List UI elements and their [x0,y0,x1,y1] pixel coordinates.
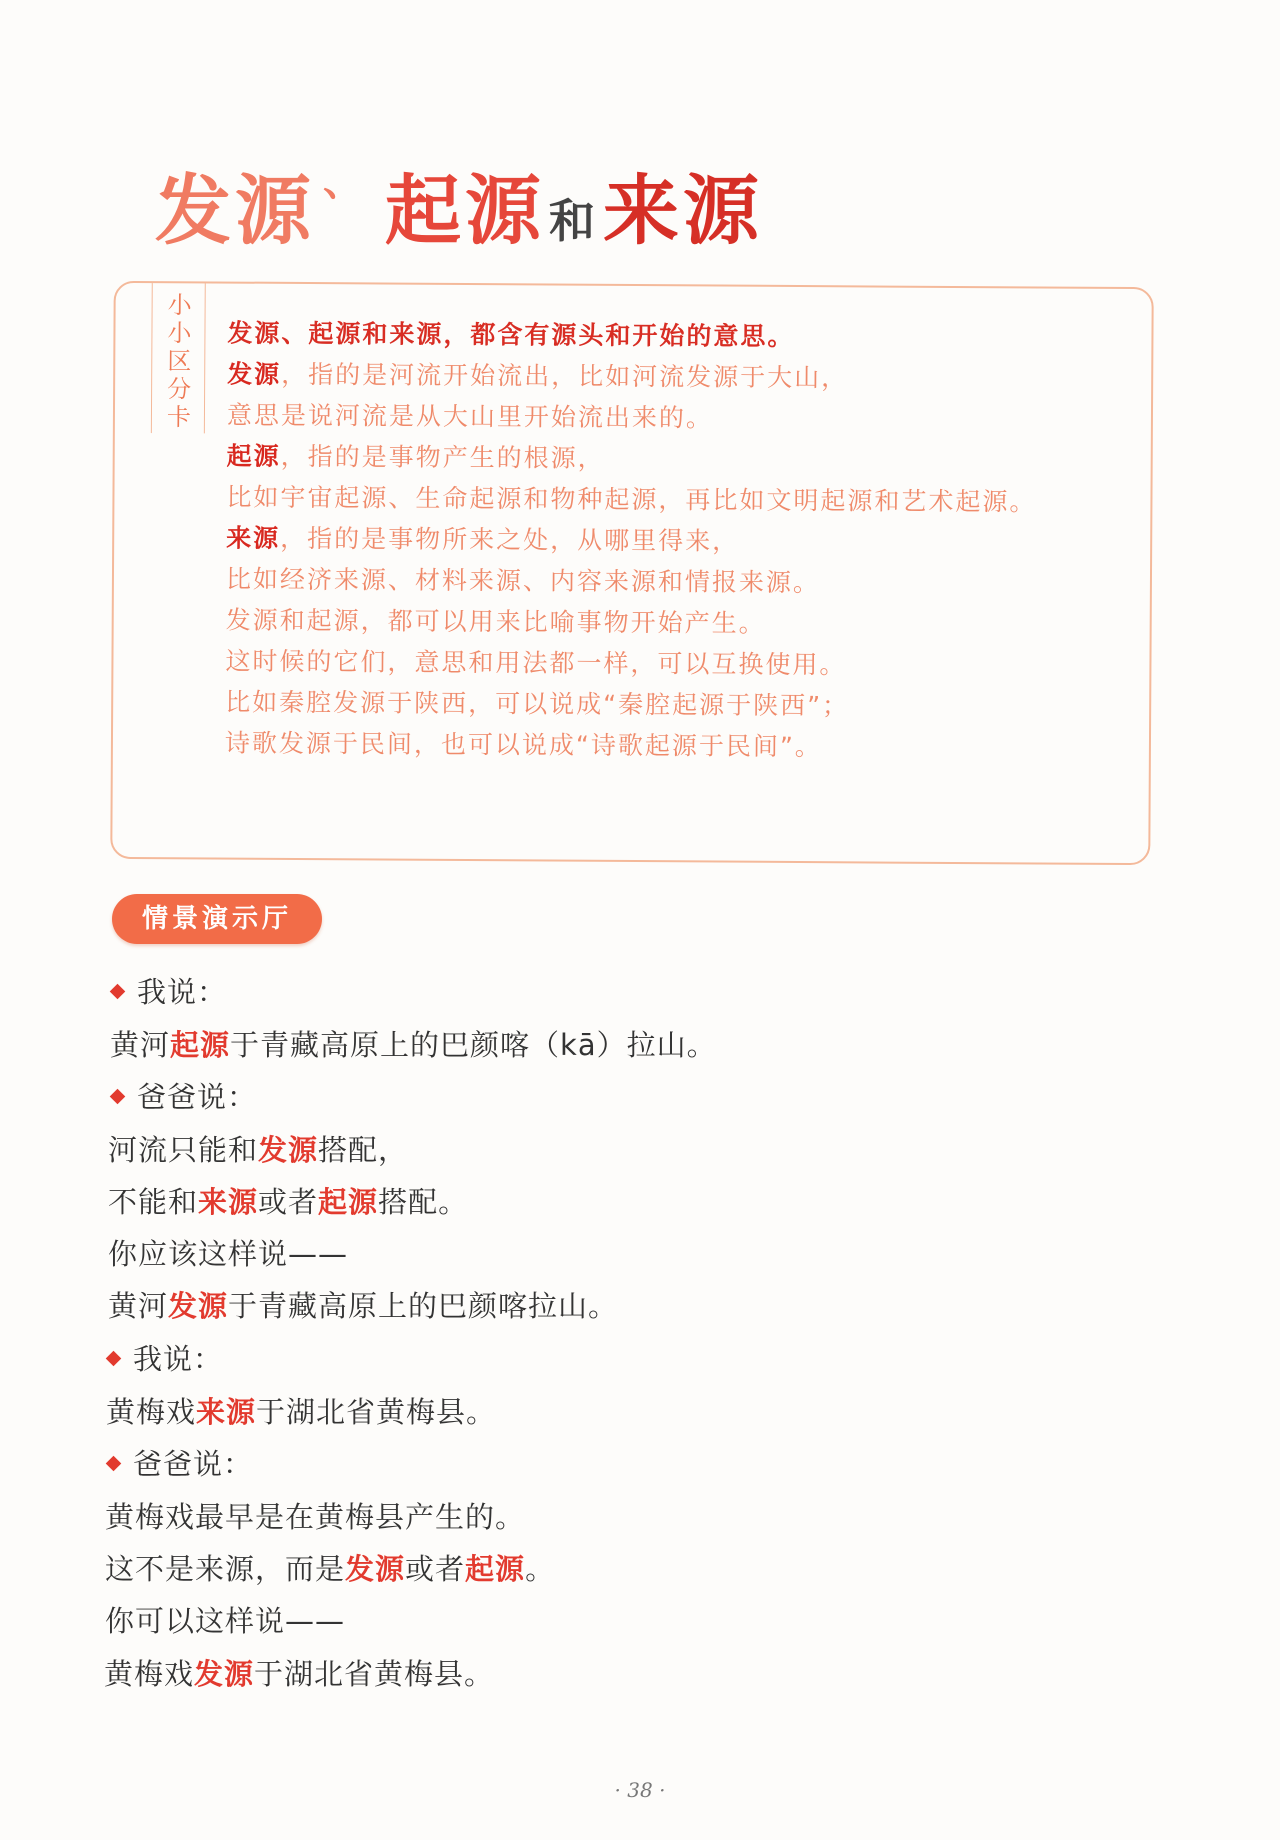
card-line: 这时候的它们，意思和用法都一样，可以互换使用。 [225,646,847,680]
card-keyword: 起源 [226,441,281,471]
card-line: 发源和起源，都可以用来比喻事物开始产生。 [225,605,766,638]
highlight-word: 起源 [465,1552,526,1586]
speaker-label: 爸爸说： [137,1080,258,1114]
text: 这不是来源，而是 [105,1552,346,1586]
card-keyword: 来源 [226,523,281,553]
card-line: 诗歌发源于民间，也可以说成“诗歌起源于民间”。 [224,728,822,762]
dialogue-speaker-dad [112,1075,257,1116]
dialogue-speaker-me [112,970,227,1011]
card-line-intro: 发源、起源和来源，都含有源头和开始的意思。 [227,318,795,351]
card-line-laiyuan-def [226,519,739,558]
highlight-word: 来源 [196,1395,257,1429]
diamond-bullet-icon [106,1350,122,1366]
dialogue-line [110,1023,717,1064]
text: 搭配， [318,1133,409,1167]
dialogue-line: 你应该这样说—— [108,1237,349,1271]
highlight-word: 来源 [198,1185,259,1219]
text: 于青藏高原上的巴颜喀（kā）拉山。 [230,1028,717,1062]
card-line: 比如秦腔发源于陕西，可以说成“秦腔起源于陕西”； [225,687,850,721]
diamond-bullet-icon [110,983,126,999]
dialogue-line [105,1547,555,1588]
title-word-laiyuan: 来源 [603,166,763,255]
dialogue-line: 黄梅戏最早是在黄梅县产生的。 [105,1500,526,1534]
dialogue-line: 你可以这样说—— [105,1604,346,1638]
title-word-qiyuan: 起源 [385,166,545,255]
speaker-label: 我说： [133,1342,224,1376]
highlight-word: 发源 [168,1289,229,1323]
text: 不能和 [108,1185,199,1219]
section-pill: 情景演示厅 [112,894,322,944]
card-line: 比如经济来源、材料来源、内容来源和情报来源。 [225,564,821,598]
title-word-fayuan: 发源 [155,166,315,255]
highlight-word: 发源 [345,1552,406,1586]
card-line-fayuan-def [227,355,848,395]
highlight-word: 发源 [258,1133,319,1167]
title-separator: 、 [323,159,367,205]
dialogue-line [108,1180,468,1221]
dialogue-speaker-me [108,1337,223,1378]
text: 黄河 [108,1289,169,1323]
card-tab [151,283,206,433]
highlight-word: 发源 [194,1657,255,1691]
page-title [155,150,763,259]
speaker-label: 爸爸说： [133,1447,254,1481]
text: 于湖北省黄梅县。 [254,1657,495,1691]
text: 黄河 [110,1028,171,1062]
text: 或者 [258,1185,319,1219]
diamond-bullet-icon [110,1088,126,1104]
highlight-word: 起源 [318,1185,379,1219]
distinction-card [110,281,1154,865]
dialogue-speaker-dad [108,1442,253,1483]
card-line-text: ，指的是事物产生的根源， [280,441,605,473]
dialogue-line [108,1128,408,1169]
card-keyword: 发源 [227,359,282,389]
text: 河流只能和 [108,1133,259,1167]
text: 黄梅戏 [106,1395,197,1429]
card-line-text: ，指的是河流开始流出，比如河流发源于大山， [281,359,849,393]
card-line-text: ，指的是事物所来之处，从哪里得来， [280,523,740,556]
card-tab-label: 小小区分卡 [166,291,192,432]
diamond-bullet-icon [106,1455,122,1471]
card-line-qiyuan-def [227,437,605,475]
page-number: · 38 · [614,1778,666,1802]
speaker-label: 我说： [137,975,228,1009]
title-conjunction: 和 [549,194,599,248]
text: 或者 [405,1552,466,1586]
text: 搭配。 [378,1185,469,1219]
text: 。 [525,1552,556,1586]
card-line: 意思是说河流是从大山里开始流出来的。 [226,400,714,433]
highlight-word: 起源 [170,1028,231,1062]
text: 黄梅戏 [104,1657,195,1691]
card-line: 比如宇宙起源、生命起源和物种起源，再比如文明起源和艺术起源。 [226,482,1037,517]
text: 于青藏高原上的巴颜喀拉山。 [228,1289,619,1323]
dialogue-line [104,1652,494,1693]
text: 于湖北省黄梅县。 [256,1395,497,1429]
dialogue-line [106,1390,496,1431]
dialogue-line [108,1284,618,1325]
